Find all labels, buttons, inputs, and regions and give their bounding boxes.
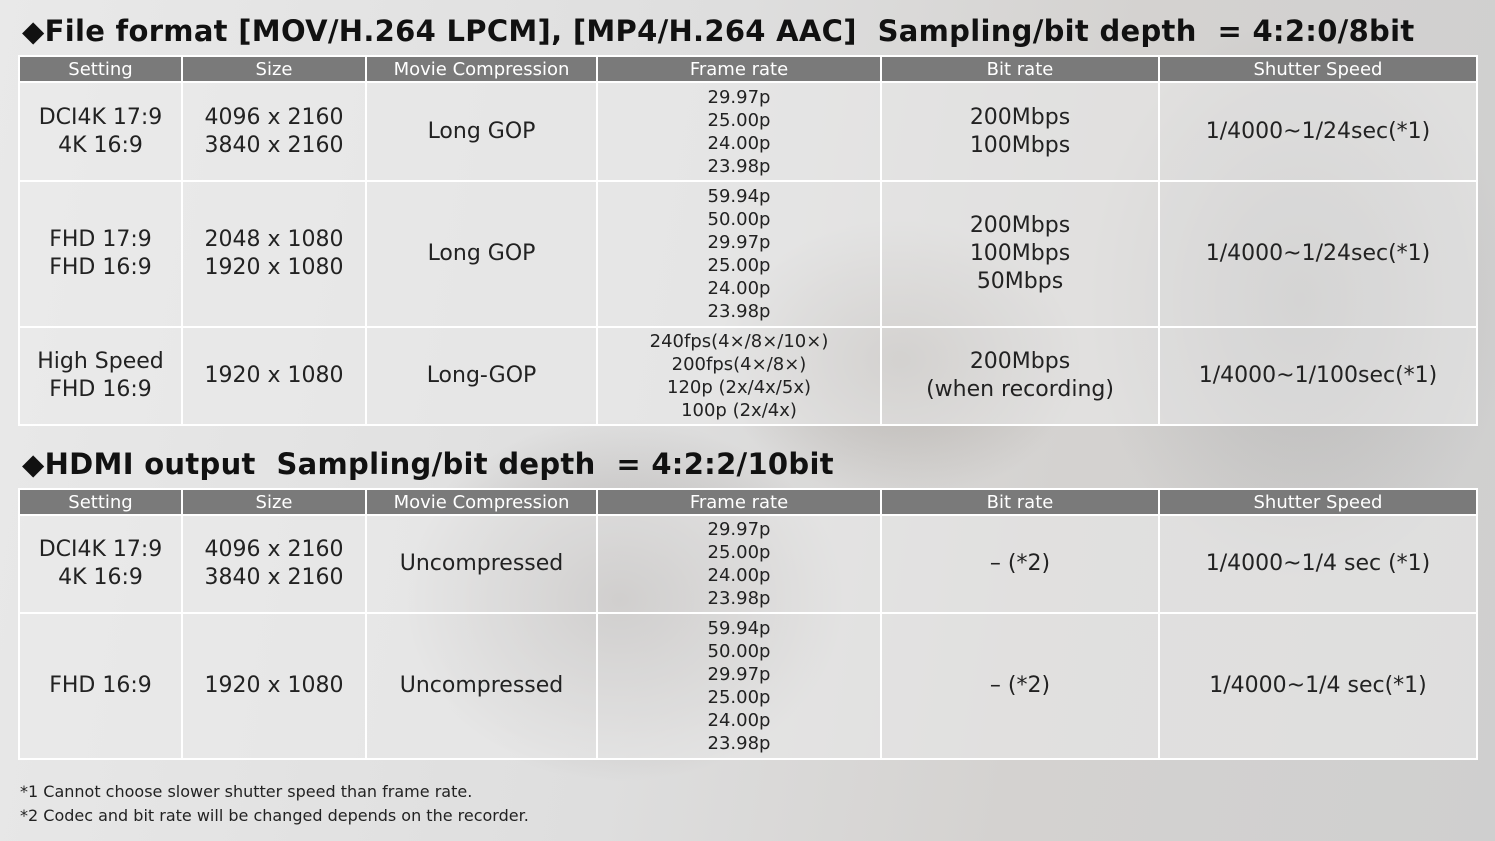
header-movie-compression: Movie Compression: [366, 489, 597, 515]
cell-shutter-speed: 1/4000~1/100sec(*1): [1159, 327, 1477, 425]
cell-size: 4096 x 2160 3840 x 2160: [182, 515, 366, 613]
cell-setting: DCI4K 17:9 4K 16:9: [19, 82, 182, 181]
table-header-row: [19, 56, 1477, 82]
header-size: Size: [182, 489, 366, 515]
cell-setting: FHD 16:9: [19, 613, 182, 759]
cell-size: 4096 x 2160 3840 x 2160: [182, 82, 366, 181]
cell-bit-rate: 200Mbps 100Mbps 50Mbps: [881, 181, 1159, 327]
cell-setting: High Speed FHD 16:9: [19, 327, 182, 425]
cell-frame-rate: 240fps(4×/8×/10×) 200fps(4×/8×) 120p (2x/4x/5x) 100p (2x/4x): [597, 327, 881, 425]
cell-compression: Uncompressed: [366, 515, 597, 613]
section-title-file-format: ◆File format [MOV/H.264 LPCM], [MP4/H.264 AAC] Sampling/bit depth = 4:2:0/8bit: [22, 14, 1415, 48]
cell-shutter-speed: 1/4000~1/24sec(*1): [1159, 181, 1477, 327]
cell-frame-rate: 29.97p 25.00p 24.00p 23.98p: [597, 82, 881, 181]
table-row: [19, 82, 1477, 181]
cell-compression: Long GOP: [366, 181, 597, 327]
cell-bit-rate: 200Mbps (when recording): [881, 327, 1159, 425]
file-format-table: [18, 55, 1478, 426]
cell-setting: DCI4K 17:9 4K 16:9: [19, 515, 182, 613]
table-row: [19, 327, 1477, 425]
footnotes: [20, 780, 529, 828]
cell-compression: Long-GOP: [366, 327, 597, 425]
cell-frame-rate: 59.94p 50.00p 29.97p 25.00p 24.00p 23.98p: [597, 181, 881, 327]
header-setting: Setting: [19, 56, 182, 82]
cell-bit-rate: – (*2): [881, 515, 1159, 613]
footnote-1: *1 Cannot choose slower shutter speed than frame rate.: [20, 782, 473, 801]
header-setting: Setting: [19, 489, 182, 515]
header-shutter-speed: Shutter Speed: [1159, 56, 1477, 82]
footnote-2: *2 Codec and bit rate will be changed depends on the recorder.: [20, 806, 529, 825]
header-frame-rate: Frame rate: [597, 489, 881, 515]
header-bit-rate: Bit rate: [881, 489, 1159, 515]
hdmi-output-table: [18, 488, 1478, 760]
cell-size: 2048 x 1080 1920 x 1080: [182, 181, 366, 327]
cell-compression: Long GOP: [366, 82, 597, 181]
header-bit-rate: Bit rate: [881, 56, 1159, 82]
table-row: [19, 181, 1477, 327]
cell-setting: FHD 17:9 FHD 16:9: [19, 181, 182, 327]
cell-size: 1920 x 1080: [182, 613, 366, 759]
cell-compression: Uncompressed: [366, 613, 597, 759]
cell-shutter-speed: 1/4000~1/24sec(*1): [1159, 82, 1477, 181]
cell-size: 1920 x 1080: [182, 327, 366, 425]
cell-shutter-speed: 1/4000~1/4 sec (*1): [1159, 515, 1477, 613]
table-row: [19, 515, 1477, 613]
header-shutter-speed: Shutter Speed: [1159, 489, 1477, 515]
header-frame-rate: Frame rate: [597, 56, 881, 82]
cell-bit-rate: 200Mbps 100Mbps: [881, 82, 1159, 181]
table-row: [19, 613, 1477, 759]
header-size: Size: [182, 56, 366, 82]
cell-frame-rate: 29.97p 25.00p 24.00p 23.98p: [597, 515, 881, 613]
cell-bit-rate: – (*2): [881, 613, 1159, 759]
section-title-hdmi-output: ◆HDMI output Sampling/bit depth = 4:2:2/10bit: [22, 447, 834, 481]
header-movie-compression: Movie Compression: [366, 56, 597, 82]
table-header-row: [19, 489, 1477, 515]
cell-shutter-speed: 1/4000~1/4 sec(*1): [1159, 613, 1477, 759]
cell-frame-rate: 59.94p 50.00p 29.97p 25.00p 24.00p 23.98p: [597, 613, 881, 759]
